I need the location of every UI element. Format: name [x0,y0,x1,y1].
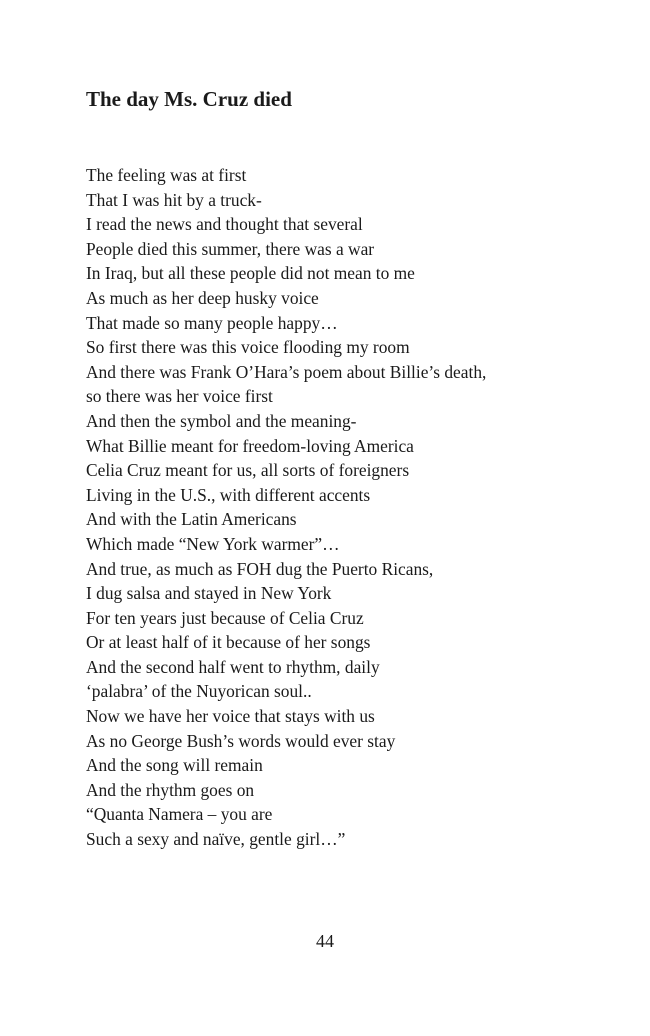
poem-line: As no George Bush’s words would ever stay [86,730,396,751]
poem-line: For ten years just because of Celia Cruz [86,607,364,628]
poem-line: Or at least half of it because of her songs [86,632,371,653]
poem-line: Such a sexy and naïve, gentle girl…” [86,829,346,850]
page-number: 44 [316,931,334,951]
poem-line: And then the symbol and the meaning- [86,410,357,431]
poem-line: And there was Frank O’Hara’s poem about Billie’s death, [86,361,487,382]
poem-line: And with the Latin Americans [86,509,297,530]
poem-line: And the song will remain [86,755,263,776]
poem-line: ‘palabra’ of the Nuyorican soul.. [86,681,312,702]
poem-line: Which made “New York warmer”… [86,533,340,554]
poem-line: And the rhythm goes on [86,779,255,800]
poem-line: People died this summer, there was a war [86,238,375,259]
poem-line: And the second half went to rhythm, daily [86,656,380,677]
poem-line: I read the news and thought that several [86,214,363,235]
poem-line: Now we have her voice that stays with us [86,706,375,727]
poem-line: The feeling was at first [86,165,247,185]
poem-line: “Quanta Namera – you are [86,804,273,825]
poem-line: And true, as much as FOH dug the Puerto Ricans, [86,558,434,579]
poem-line: That I was hit by a truck- [86,189,262,210]
poem-line: I dug salsa and stayed in New York [86,583,332,604]
poem-line: So first there was this voice flooding my room [86,337,410,358]
poem-title: The day Ms. Cruz died [86,87,292,111]
poem-line: As much as her deep husky voice [86,287,319,308]
poem-line: Celia Cruz meant for us, all sorts of foreigners [86,460,410,481]
poem-body [86,163,486,852]
poem-line: That made so many people happy… [86,312,338,333]
poem-line: In Iraq, but all these people did not mean to me [86,263,415,284]
poem-line: Living in the U.S., with different accents [86,484,371,505]
poem-line: What Billie meant for freedom-loving America [86,435,414,456]
poem-line: so there was her voice first [86,386,273,407]
